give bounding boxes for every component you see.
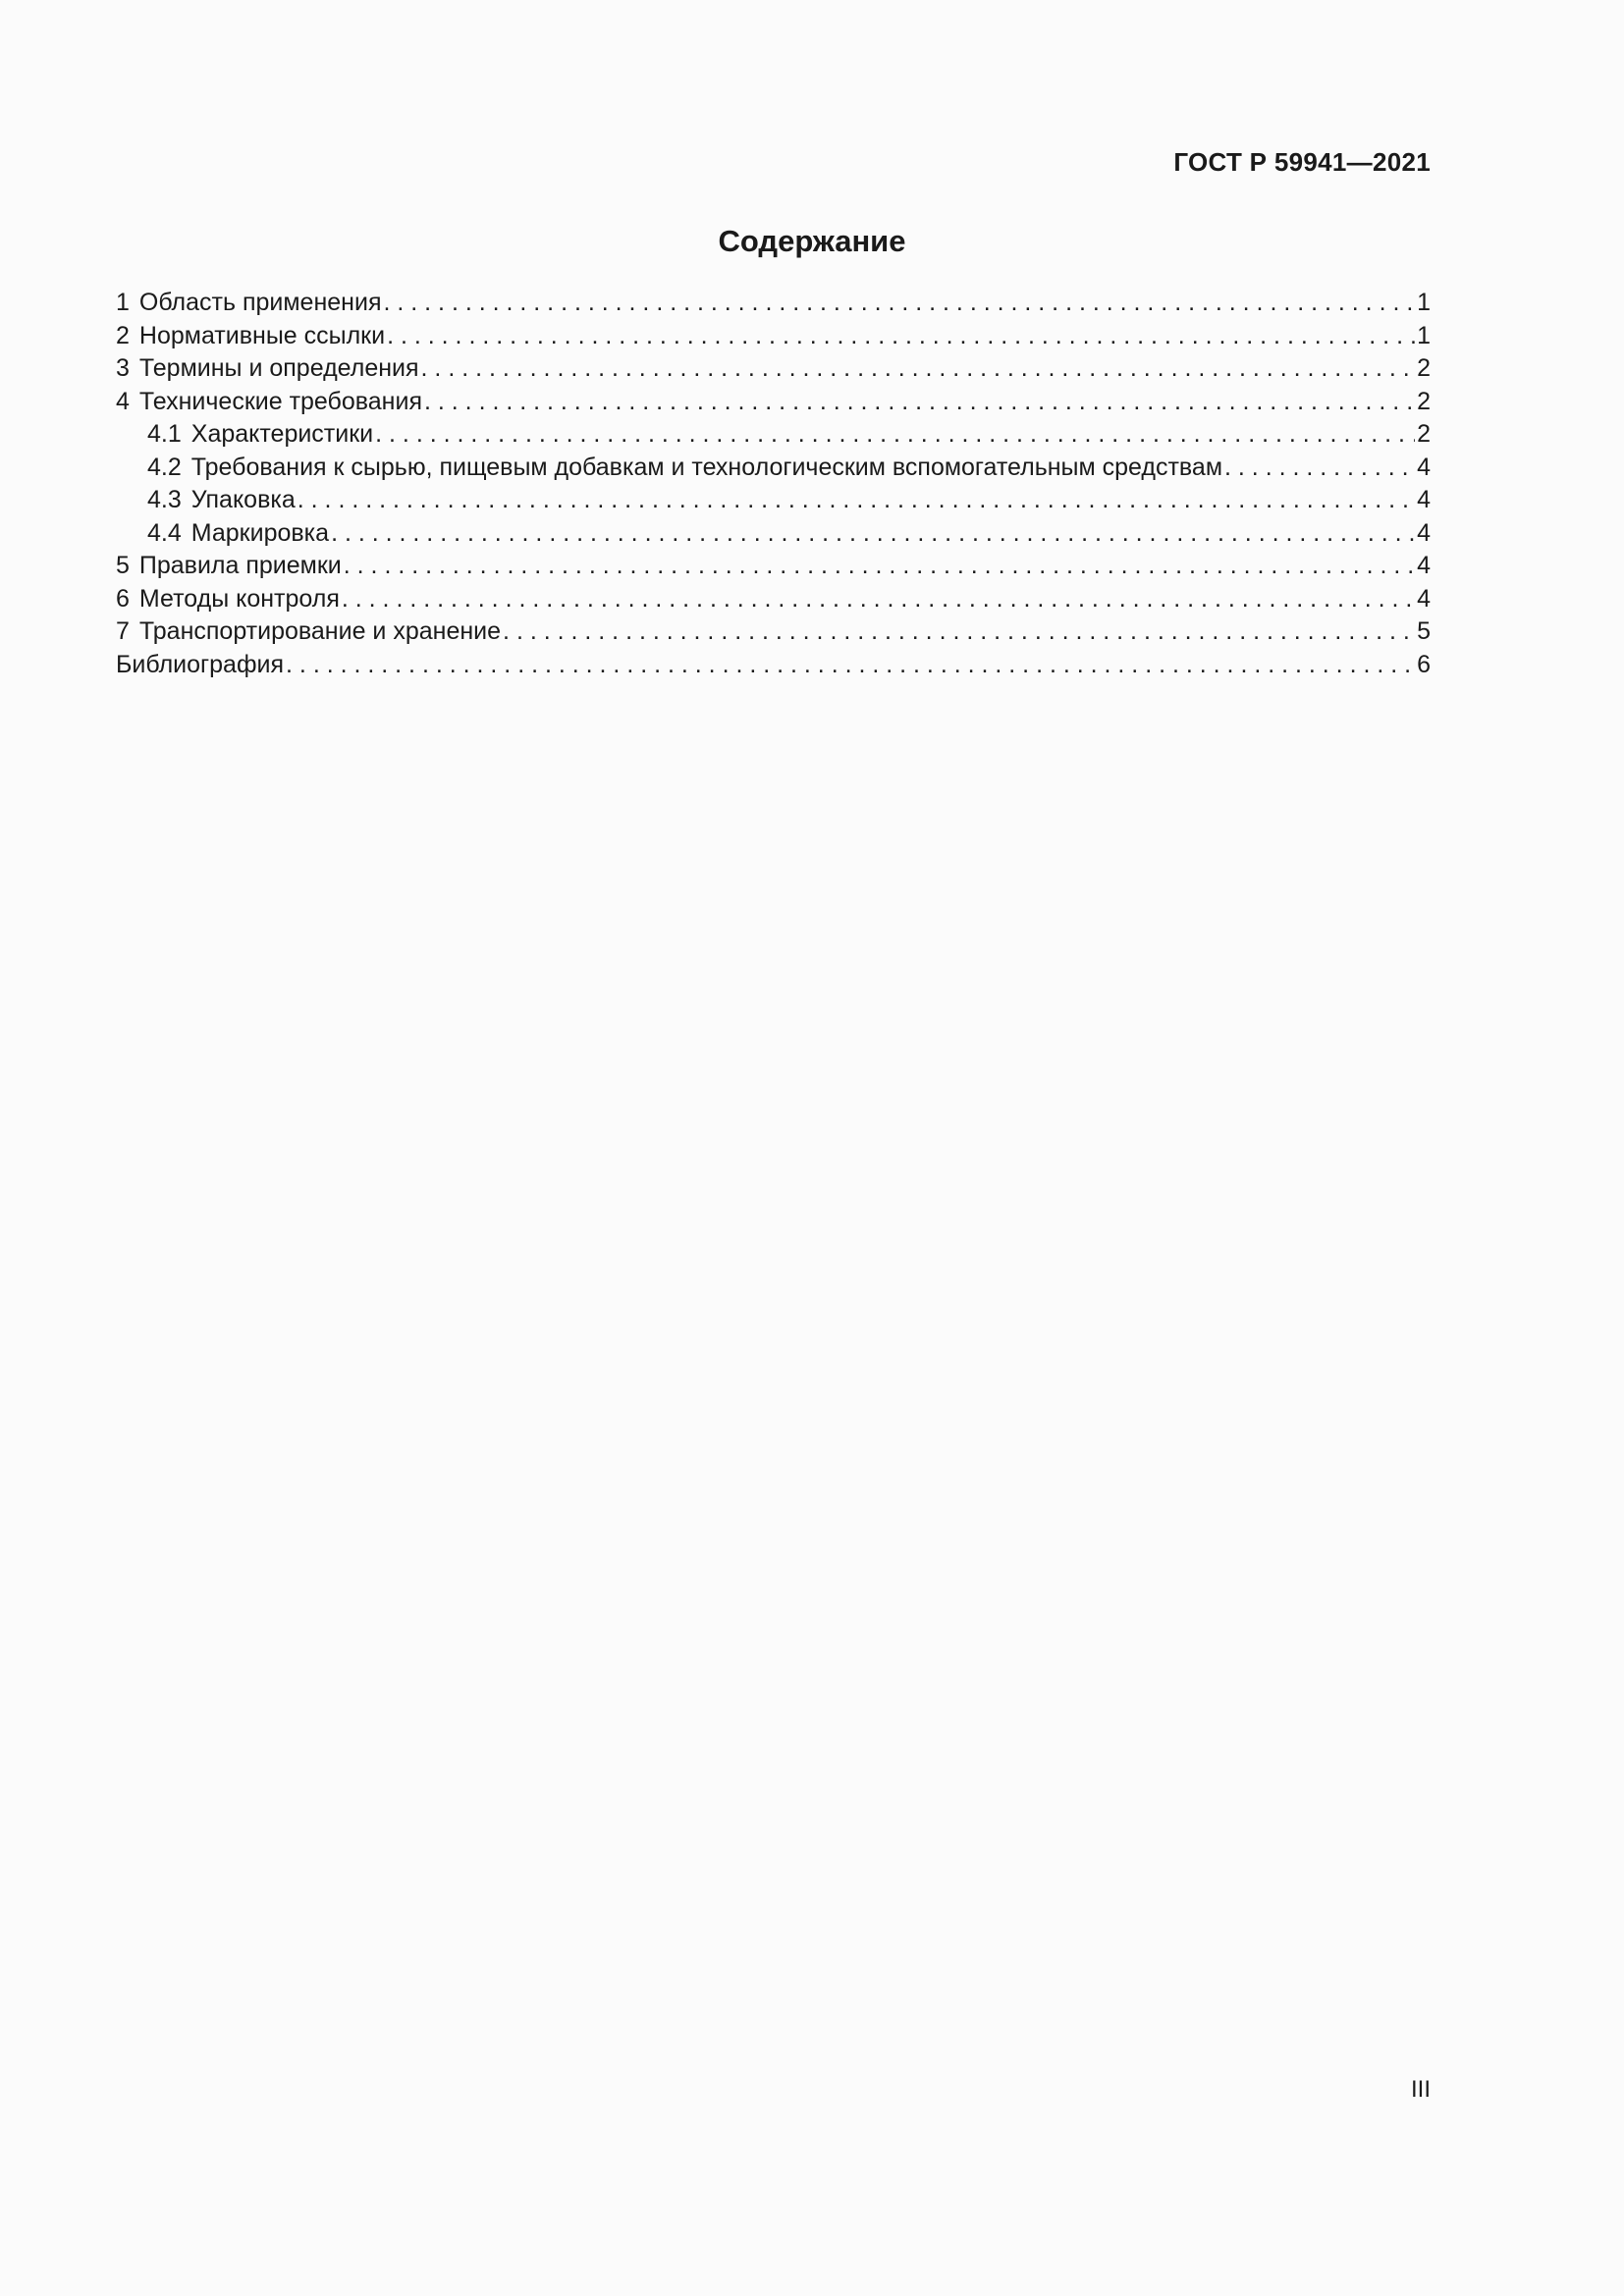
- toc-item-page: 2: [1417, 354, 1431, 382]
- dot-leader: [331, 517, 1415, 551]
- toc-item-bibliography[interactable]: [116, 649, 1431, 682]
- document-code: ГОСТ Р 59941—2021: [1173, 147, 1431, 177]
- toc-item-label: Методы контроля: [138, 584, 340, 613]
- toc-item-number: 3: [116, 354, 130, 382]
- toc-item-label: Правила приемки: [138, 552, 342, 579]
- table-of-contents: [116, 287, 1431, 681]
- toc-item-technical-requirements[interactable]: [116, 386, 1431, 419]
- toc-title: Содержание: [718, 224, 906, 258]
- toc-item-transport-storage[interactable]: [116, 615, 1431, 649]
- toc-item-page: 1: [1417, 289, 1431, 316]
- toc-item-labeling[interactable]: [116, 517, 1431, 551]
- toc-item-number: 4.2: [147, 453, 182, 481]
- dot-leader: [286, 649, 1415, 682]
- toc-item-page: 4: [1417, 518, 1431, 547]
- toc-item-label: Транспортирование и хранение: [138, 617, 502, 645]
- toc-item-number: 7: [116, 617, 130, 645]
- toc-item-label: Термины и определения: [138, 354, 419, 382]
- dot-leader: [383, 287, 1415, 320]
- dot-leader: [298, 484, 1415, 517]
- toc-item-label: Маркировка: [190, 518, 330, 547]
- dot-leader: [503, 615, 1415, 649]
- dot-leader: [375, 418, 1415, 452]
- dot-leader: [342, 583, 1415, 616]
- toc-item-label: Требования к сырью, пищевым добавкам и технологическим вспомогательным средствам: [190, 453, 1223, 481]
- toc-item-page: 6: [1417, 650, 1431, 678]
- toc-item-page: 4: [1417, 584, 1431, 613]
- toc-item-number: 5: [116, 552, 130, 579]
- toc-item-number: 1: [116, 289, 130, 316]
- toc-item-label: Технические требования: [138, 387, 422, 415]
- toc-item-label: Библиография: [116, 650, 285, 678]
- toc-item-normative-references[interactable]: [116, 320, 1431, 353]
- toc-item-label: Нормативные ссылки: [138, 321, 386, 349]
- toc-item-acceptance-rules[interactable]: [116, 550, 1431, 583]
- toc-item-number: 2: [116, 321, 130, 349]
- dot-leader: [424, 386, 1415, 419]
- toc-item-label: Область применения: [138, 289, 382, 316]
- toc-item-number: 4.4: [147, 518, 182, 547]
- toc-item-number: 6: [116, 584, 130, 613]
- dot-leader: [1224, 452, 1415, 485]
- toc-item-page: 5: [1417, 617, 1431, 645]
- toc-item-label: Характеристики: [190, 420, 374, 448]
- toc-item-packaging[interactable]: [116, 484, 1431, 517]
- toc-item-page: 1: [1417, 321, 1431, 349]
- page-number: III: [1410, 2076, 1431, 2103]
- toc-item-number: 4.3: [147, 486, 182, 513]
- toc-item-control-methods[interactable]: [116, 583, 1431, 616]
- toc-item-characteristics[interactable]: [116, 418, 1431, 452]
- toc-item-label: Упаковка: [190, 486, 296, 513]
- dot-leader: [421, 352, 1416, 386]
- dot-leader: [387, 320, 1415, 353]
- toc-item-number: 4: [116, 387, 130, 415]
- toc-item-page: 2: [1417, 420, 1431, 448]
- dot-leader: [344, 550, 1415, 583]
- toc-item-page: 4: [1417, 552, 1431, 579]
- toc-item-terms[interactable]: [116, 352, 1431, 386]
- toc-item-page: 4: [1417, 453, 1431, 481]
- toc-item-page: 4: [1417, 486, 1431, 513]
- toc-item-raw-material-requirements[interactable]: [116, 452, 1431, 485]
- toc-item-scope[interactable]: [116, 287, 1431, 320]
- toc-item-page: 2: [1417, 387, 1431, 415]
- toc-item-number: 4.1: [147, 420, 182, 448]
